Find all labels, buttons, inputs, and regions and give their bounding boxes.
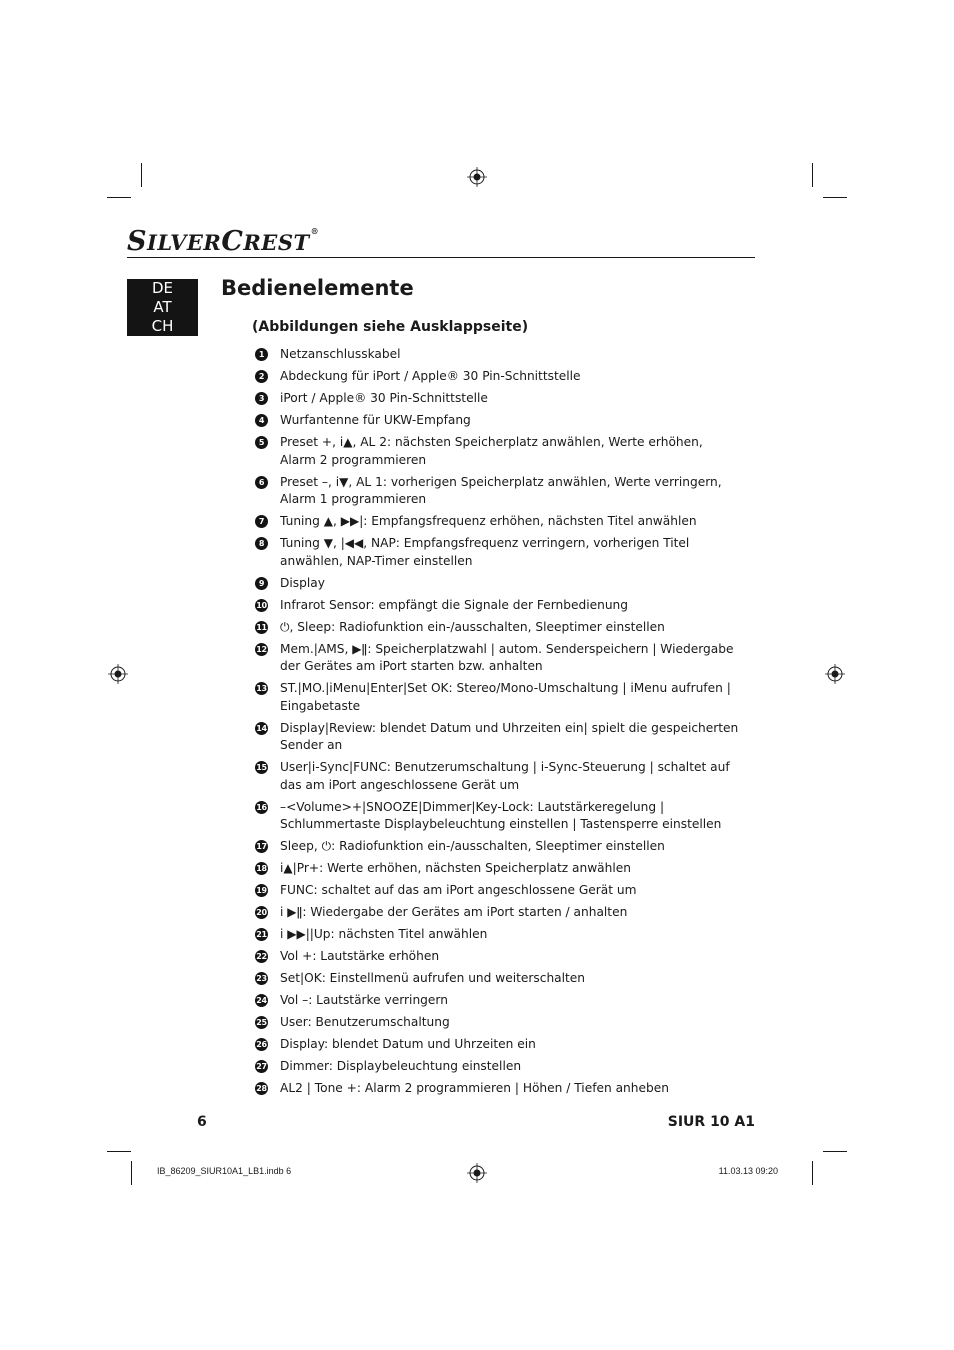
list-item — [255, 412, 740, 430]
list-item — [255, 575, 740, 593]
section-subtitle: (Abbildungen siehe Ausklappseite) — [252, 319, 529, 335]
item-number-badge: 25 — [256, 1018, 267, 1027]
item-text: , Sleep: Radiofunktion ein-/ausschalten, Sleeptimer einstellen — [289, 619, 665, 634]
crop-mark — [107, 1151, 131, 1152]
item-number-badge: 26 — [256, 1040, 267, 1049]
item-text: |Pr+: Werte erhöhen, nächsten Speicherplatz anwählen — [292, 861, 631, 875]
item-text: iPort / Apple® 30 Pin-Schnittstelle — [280, 391, 488, 405]
list-item — [255, 1080, 740, 1098]
item-number-badge: 17 — [256, 842, 267, 851]
list-item — [255, 1058, 740, 1076]
item-text: , AL 2: nächsten Speicherplatz anwählen, Werte erhöhen, Alarm 2 programmieren — [280, 435, 703, 467]
crop-mark — [141, 163, 142, 187]
item-text: Tuning — [280, 514, 324, 528]
item-text: : Empfangsfrequenz erhöhen, nächsten Titel anwählen — [363, 514, 697, 528]
control-symbol-icon: ▼ — [339, 474, 349, 489]
list-item — [255, 1036, 740, 1054]
item-number-badge: 28 — [256, 1084, 267, 1093]
control-symbol-icon: ▲ — [323, 514, 333, 528]
list-item — [255, 720, 740, 755]
list-item — [255, 597, 740, 615]
language-tab — [127, 279, 198, 336]
item-text: –<Volume>+|SNOOZE|Dimmer|Key-Lock: Lautstärkeregelung | Schlummertaste Displaybeleuchtung einstellen | Tastensperre einstellen — [280, 799, 722, 831]
list-item — [255, 434, 740, 469]
list-item — [255, 619, 740, 637]
list-item — [255, 535, 740, 570]
list-item — [255, 838, 740, 856]
control-symbol-icon: ▶ǁ — [287, 905, 303, 919]
item-number-badge: 18 — [256, 864, 267, 873]
item-number-badge: 22 — [256, 952, 267, 961]
item-text: : Speicherplatzwahl | autom. Senderspeichern | Wiedergabe der Gerätes am iPort starten bzw. anhalten — [280, 641, 734, 673]
page-number: 6 — [197, 1114, 207, 1130]
language-code: AT — [153, 298, 172, 316]
item-number-badge: 6 — [255, 476, 268, 489]
list-item — [255, 759, 740, 794]
item-text: i — [280, 927, 288, 941]
item-text: Display|Review: blendet Datum und Uhrzeiten ein| spielt die gespeicherten Sender an — [280, 720, 739, 752]
item-text: : Radiofunktion ein-/ausschalten, Sleeptimer einstellen — [331, 839, 665, 853]
list-item — [255, 641, 740, 676]
list-item — [255, 926, 740, 944]
item-number-badge: 1 — [255, 348, 268, 361]
item-text: Dimmer: Displaybeleuchtung einstellen — [280, 1059, 522, 1073]
item-text: Sleep, — [280, 839, 322, 853]
list-item — [255, 390, 740, 408]
item-text: : Wiedergabe der Gerätes am iPort starten / anhalten — [302, 905, 628, 919]
item-text: , NAP: Empfangsfrequenz verringern, vorherigen Titel anwählen, NAP-Timer einstellen — [280, 536, 690, 568]
list-item — [255, 368, 740, 386]
registration-mark-icon — [467, 167, 487, 187]
item-text: Vol +: Lautstärke erhöhen — [280, 949, 440, 963]
control-symbol-icon: ▲ — [343, 435, 353, 449]
list-item — [255, 474, 740, 509]
item-text: , — [333, 514, 341, 528]
registration-mark-icon — [108, 664, 128, 684]
item-text: Display: blendet Datum und Uhrzeiten ein — [280, 1037, 536, 1051]
item-text: , AL 1: vorherigen Speicherplatz anwählen, Werte verringern, Alarm 1 programmieren — [280, 474, 722, 506]
item-text: Vol –: Lautstärke verringern — [280, 993, 448, 1007]
control-symbol-icon: ▼ — [323, 536, 333, 550]
item-text: Preset +, i — [280, 435, 344, 449]
item-text: Wurfantenne für UKW-Empfang — [280, 413, 471, 427]
list-item — [255, 680, 740, 715]
item-text: Display — [280, 575, 325, 590]
item-number-badge: 12 — [256, 644, 267, 654]
control-symbol-icon: ▲ — [283, 861, 293, 875]
language-code: DE — [151, 279, 174, 297]
list-item — [255, 970, 740, 988]
header-rule — [127, 257, 755, 258]
item-number-badge: 23 — [256, 974, 267, 983]
item-text: Infrarot Sensor: empfängt die Signale der Fernbedienung — [280, 597, 629, 612]
registration-mark-icon — [825, 664, 845, 684]
controls-list — [255, 346, 740, 1102]
item-number-badge: 14 — [256, 723, 267, 733]
item-number-badge: 27 — [256, 1062, 267, 1071]
item-number-badge: 5 — [255, 436, 268, 449]
control-symbol-icon: ▶▶| — [287, 927, 310, 941]
item-text: ST.|MO.|iMenu|Enter|Set OK: Stereo/Mono-Umschaltung | iMenu aufrufen | Eingabetaste — [280, 681, 731, 713]
item-number-badge: 19 — [256, 886, 267, 895]
item-text: , — [333, 536, 341, 550]
item-text: Set|OK: Einstellmenü aufrufen und weiterschalten — [280, 971, 586, 985]
item-number-badge: 11 — [256, 622, 267, 632]
item-number-badge: 13 — [256, 684, 267, 693]
list-item — [255, 882, 740, 900]
list-item — [255, 860, 740, 878]
item-number-badge: 4 — [255, 414, 268, 427]
item-number-badge: 20 — [256, 908, 267, 917]
list-item — [255, 992, 740, 1010]
control-symbol-icon: |◀◀ — [340, 536, 364, 550]
item-number-badge: 15 — [256, 763, 267, 772]
crop-mark — [812, 1161, 813, 1185]
item-text: FUNC: schaltet auf das am iPort angeschlossene Gerät um — [280, 883, 637, 897]
crop-mark — [131, 1161, 132, 1185]
registration-mark-icon — [467, 1163, 487, 1183]
item-text: Mem.|AMS, — [280, 641, 353, 656]
item-number-badge: 8 — [255, 537, 268, 550]
silvercrest-logo: SILVERCREST® — [127, 226, 320, 257]
item-text: User: Benutzerumschaltung — [280, 1015, 450, 1029]
item-text: |Up: nächsten Titel anwählen — [309, 927, 488, 941]
control-symbol-icon: ⏻ — [321, 839, 332, 853]
item-number-badge: 9 — [255, 577, 268, 590]
item-number-badge: 3 — [255, 392, 268, 405]
item-text: Tuning — [280, 536, 324, 550]
list-item — [255, 346, 740, 364]
item-text: Netzanschlusskabel — [280, 347, 401, 361]
page-title: Bedienelemente — [221, 276, 414, 300]
item-number-badge: 16 — [256, 802, 267, 812]
list-item — [255, 904, 740, 922]
crop-mark — [823, 197, 847, 198]
item-number-badge: 7 — [255, 515, 268, 528]
item-text: AL2 | Tone +: Alarm 2 programmieren | Höhen / Tiefen anheben — [280, 1081, 669, 1095]
list-item — [255, 1014, 740, 1032]
item-number-badge: 2 — [255, 370, 268, 383]
control-symbol-icon: ▶▶| — [340, 514, 364, 528]
crop-mark — [107, 197, 131, 198]
model-number: SIUR 10 A1 — [667, 1114, 755, 1130]
item-number-badge: 24 — [256, 996, 267, 1005]
print-slug-file: IB_86209_SIUR10A1_LB1.indb 6 — [157, 1166, 292, 1176]
item-text: i — [280, 905, 288, 919]
item-text: User|i-Sync|FUNC: Benutzerumschaltung | i-Sync-Steuerung | schaltet auf das am iPort angeschlossene Gerät um — [280, 760, 730, 792]
item-text: Abdeckung für iPort / Apple® 30 Pin-Schnittstelle — [280, 369, 581, 383]
item-number-badge: 21 — [256, 930, 267, 939]
item-text: i — [280, 861, 284, 875]
item-text: Preset –, i — [280, 474, 340, 489]
list-item — [255, 513, 740, 531]
language-code: CH — [151, 317, 174, 335]
print-slug-date: 11.03.13 09:20 — [718, 1166, 778, 1176]
list-item — [255, 948, 740, 966]
control-symbol-icon: ▶ǁ — [352, 641, 368, 656]
control-symbol-icon: ⏻ — [280, 619, 290, 634]
item-number-badge: 10 — [256, 600, 267, 610]
crop-mark — [812, 163, 813, 187]
list-item — [255, 799, 740, 834]
crop-mark — [823, 1151, 847, 1152]
